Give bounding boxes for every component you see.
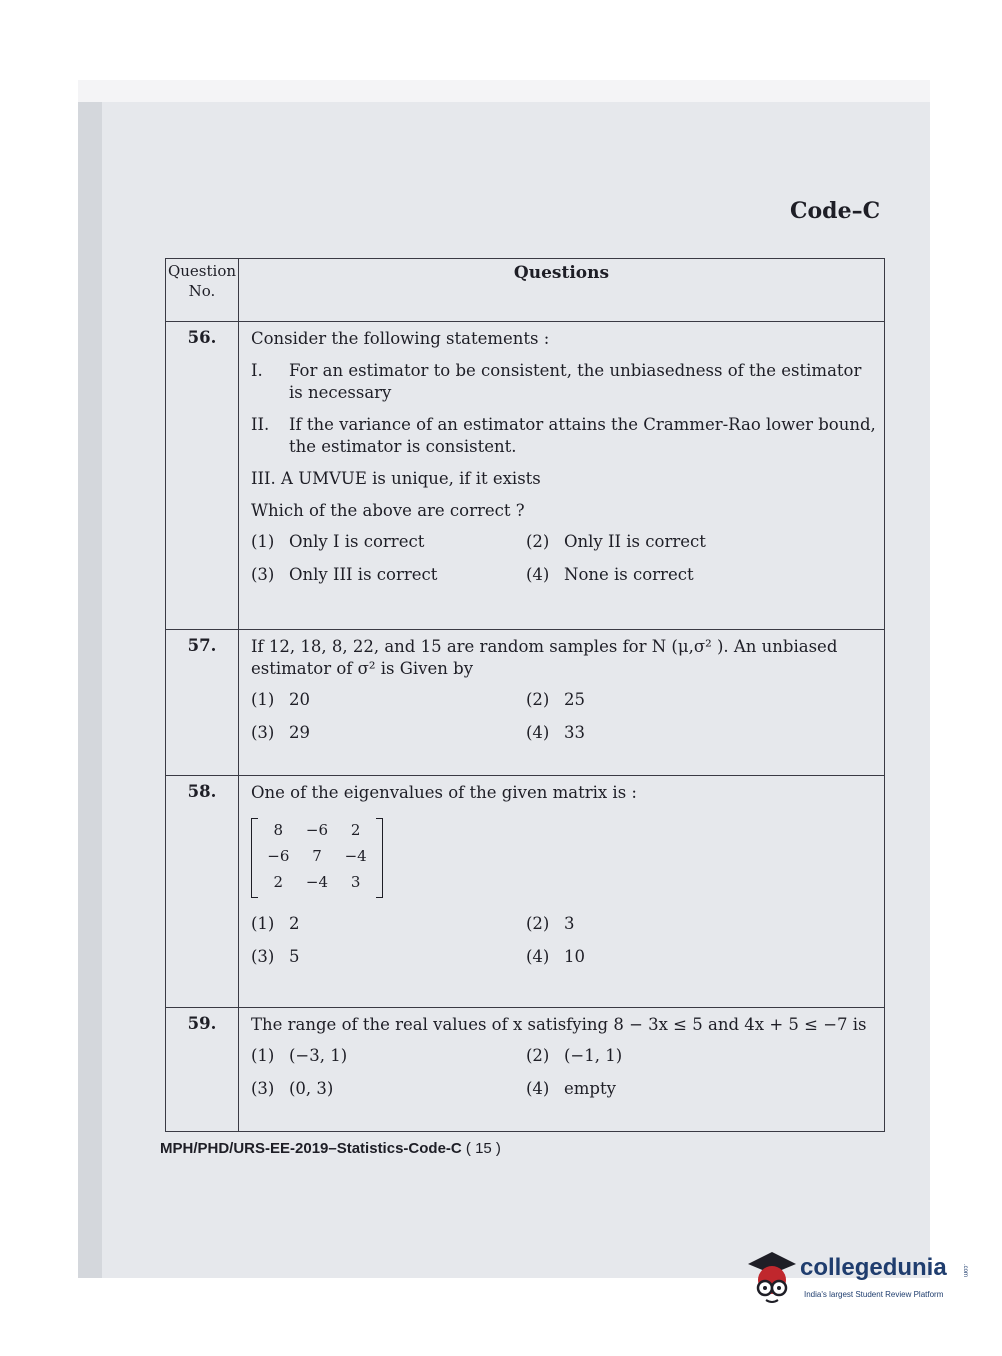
matrix-cell: −6 [267,847,290,865]
answer-option[interactable] [526,565,876,584]
logo-domain-suffix: .com [962,1264,968,1278]
matrix [251,818,383,896]
statement-item [251,414,876,458]
question-row [166,630,885,776]
question-text: If 12, 18, 8, 22, and 15 are random samples for N (μ,σ² ). An unbiased estimator of σ² is Given by [251,637,838,678]
option-number: (1) [251,532,275,551]
question-body [239,630,885,776]
question-row [166,776,885,1008]
answer-options [251,690,876,742]
option-number: (3) [251,1079,275,1098]
option-text: 20 [289,690,310,709]
option-number: (4) [526,1079,550,1098]
question-row [166,322,885,630]
question-row [166,1008,885,1132]
scan-top-edge [78,80,930,102]
matrix-cell: 3 [350,873,361,891]
option-text: 25 [564,690,585,709]
question-number: 56. [166,322,239,630]
logo-brand-text: collegedunia [800,1254,947,1281]
option-number: (3) [251,565,275,584]
option-text: (−3, 1) [289,1046,348,1065]
matrix-cell: 7 [312,847,322,865]
collegedunia-logo [744,1248,976,1310]
option-number: (3) [251,947,275,966]
option-number: (4) [526,565,550,584]
question-prompt: Which of the above are correct ? [251,501,525,520]
option-text: 10 [564,947,585,966]
option-text: 5 [289,947,300,966]
answer-option[interactable] [251,723,526,742]
answer-options [251,1046,876,1098]
answer-option[interactable] [251,1079,526,1098]
question-body [239,776,885,1008]
answer-option[interactable] [526,914,876,933]
option-text: 33 [564,723,585,742]
option-number: (2) [526,914,550,933]
code-label: Code–C [790,198,881,224]
option-number: (1) [251,914,275,933]
statement-item [251,360,876,404]
answer-option[interactable] [251,532,526,551]
question-text: Consider the following statements : [251,329,550,348]
option-text: 3 [564,914,575,933]
option-number: (3) [251,723,275,742]
option-number: (2) [526,1046,550,1065]
option-text: Only I is correct [289,532,425,551]
option-number: (1) [251,1046,275,1065]
option-text: 2 [289,914,300,933]
option-number: (4) [526,723,550,742]
logo-tagline: India's largest Student Review Platform [804,1290,944,1299]
page-number: ( 15 ) [465,1140,501,1157]
question-number: 57. [166,630,239,776]
statement-number: I. [251,361,263,380]
header-question-no: Question No. [166,259,239,322]
answer-option[interactable] [251,914,526,933]
answer-option[interactable] [526,723,876,742]
answer-option[interactable] [251,947,526,966]
option-number: (2) [526,690,550,709]
answer-option[interactable] [251,1046,526,1065]
mascot-icon [744,1248,800,1310]
page-footer [160,1140,501,1157]
option-number: (1) [251,690,275,709]
answer-option[interactable] [526,947,876,966]
question-number: 58. [166,776,239,1008]
questions-table [165,258,885,1132]
answer-option[interactable] [251,690,526,709]
answer-options [251,532,876,584]
matrix-cell: −4 [344,847,367,865]
matrix-cell: −6 [305,821,329,839]
option-number: (4) [526,947,550,966]
statement-number: II. [251,415,270,434]
matrix-cell: −4 [305,873,329,891]
question-body [239,1008,885,1132]
option-text: Only II is correct [564,532,706,551]
question-text: The range of the real values of x satisfying 8 − 3x ≤ 5 and 4x + 5 ≤ −7 is [251,1015,867,1034]
option-text: 29 [289,723,310,742]
matrix-cell: 2 [273,873,284,891]
answer-option[interactable] [526,1046,876,1065]
option-text: (0, 3) [289,1079,334,1098]
matrix-left-bracket [251,818,258,898]
answer-option[interactable] [526,532,876,551]
statement-3: III. A UMVUE is unique, if it exists [251,469,541,488]
table-header-row [166,259,885,322]
answer-option[interactable] [526,1079,876,1098]
answer-options [251,914,876,966]
option-text: empty [564,1079,616,1098]
question-text: One of the eigenvalues of the given matrix is : [251,783,637,802]
answer-option[interactable] [526,690,876,709]
option-text: None is correct [564,565,694,584]
option-text: Only III is correct [289,565,438,584]
matrix-cell: 8 [273,821,284,839]
header-questions: Questions [239,259,885,322]
statement-text: If the variance of an estimator attains the Crammer-Rao lower bound, the estimator is consistent. [289,415,876,456]
page-binding-shadow [78,80,102,1278]
answer-option[interactable] [251,565,526,584]
question-number: 59. [166,1008,239,1132]
matrix-cell: 2 [350,821,361,839]
statement-text: For an estimator to be consistent, the unbiasedness of the estimator is necessary [289,361,862,402]
option-number: (2) [526,532,550,551]
footer-text: MPH/PHD/URS-EE-2019–Statistics-Code-C [160,1140,462,1157]
matrix-grid [259,820,375,892]
option-text: (−1, 1) [564,1046,623,1065]
matrix-right-bracket [376,818,383,898]
question-body [239,322,885,630]
